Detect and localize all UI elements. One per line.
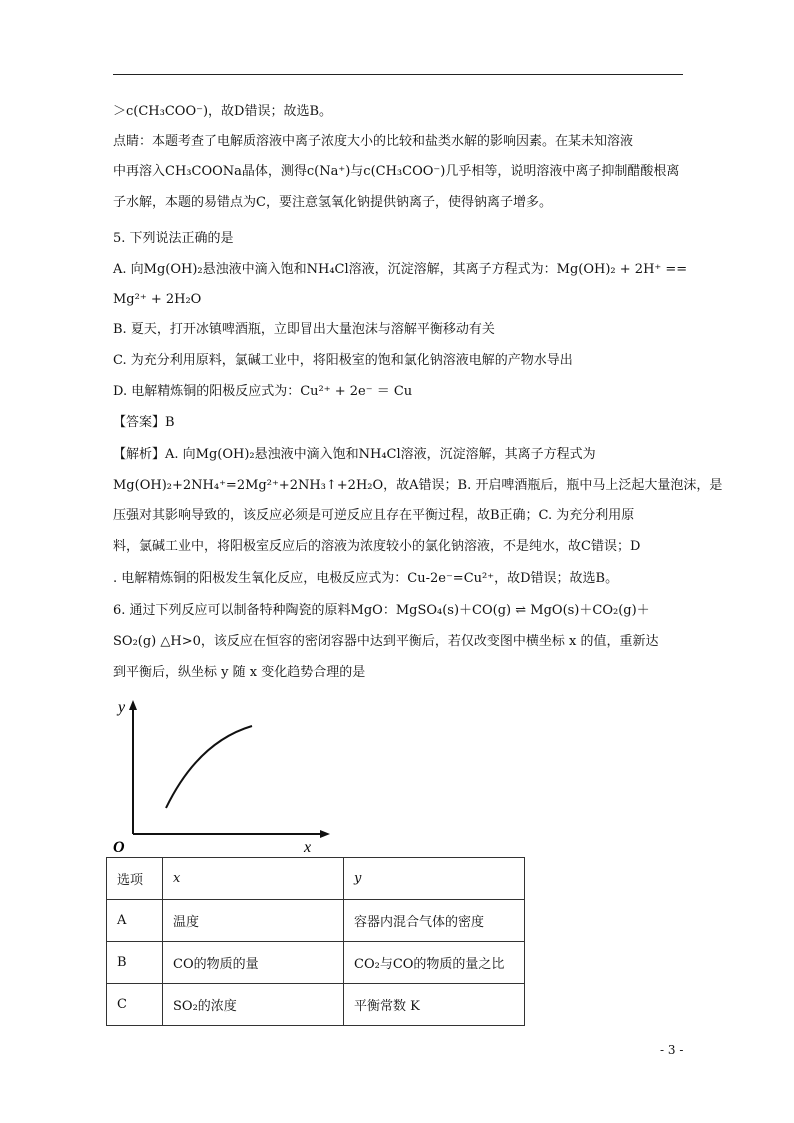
table-cell: CO的物质的量 bbox=[163, 942, 344, 984]
table-cell: A bbox=[107, 900, 163, 942]
text-line: 点睛：本题考查了电解质溶液中离子浓度大小的比较和盐类水解的影响因素。在某未知溶液 bbox=[113, 134, 634, 149]
text-line: 中再溶入CH₃COONa晶体，测得c(Na⁺)与c(CH₃COO⁻)几乎相等，说明溶液中离子抑制醋酸根离 bbox=[113, 164, 680, 179]
text-line: ＞c(CH₃COO⁻)，故D错误；故选B。 bbox=[113, 104, 333, 119]
y-axis-label: y bbox=[118, 699, 126, 716]
options-table bbox=[106, 857, 525, 1026]
page-number: - 3 - bbox=[660, 1043, 684, 1057]
option-b: B. 夏天，打开冰镇啤酒瓶，立即冒出大量泡沫与溶解平衡移动有关 bbox=[113, 322, 495, 337]
table-row bbox=[107, 900, 525, 942]
y-axis-arrow bbox=[129, 700, 137, 710]
option-a: A. 向Mg(OH)₂悬浊液中滴入饱和NH₄Cl溶液，沉淀溶解，其离子方程式为：Mg(OH)₂ + 2H⁺ == bbox=[113, 262, 688, 277]
x-axis-label: x bbox=[304, 839, 312, 854]
question-6-stem: 到平衡后，纵坐标 y 随 x 变化趋势合理的是 bbox=[113, 665, 366, 680]
table-cell: B bbox=[107, 942, 163, 984]
table-row bbox=[107, 942, 525, 984]
question-6-stem: 6. 通过下列反应可以制备特种陶瓷的原料MgO：MgSO₄(s)＋CO(g) ⇌ MgO(s)＋CO₂(g)＋ bbox=[113, 603, 650, 618]
trend-curve bbox=[166, 726, 252, 808]
option-d: D. 电解精炼铜的阳极反应式为：Cu²⁺ + 2e⁻ ＝ Cu bbox=[113, 384, 413, 399]
text-line: 子水解，本题的易错点为C，要注意氢氧化钠提供钠离子，使得钠离子增多。 bbox=[113, 195, 552, 210]
table-cell: CO₂与CO的物质的量之比 bbox=[344, 942, 525, 984]
x-axis-arrow bbox=[320, 830, 330, 838]
table-cell: 平衡常数 K bbox=[344, 984, 525, 1026]
origin-label: O bbox=[113, 839, 125, 854]
table-cell: 容器内混合气体的密度 bbox=[344, 900, 525, 942]
analysis-line: 【解析】A. 向Mg(OH)₂悬浊液中滴入饱和NH₄Cl溶液，沉淀溶解，其离子方程式为 bbox=[113, 447, 596, 462]
analysis-line: Mg(OH)₂+2NH₄⁺=2Mg²⁺+2NH₃↑+2H₂O，故A错误；B. 开启啤酒瓶后，瓶中马上泛起大量泡沫，是 bbox=[113, 478, 723, 493]
analysis-line: 料，氯碱工业中，将阳极室反应后的溶液为浓度较小的氯化钠溶液，不是纯水，故C错误；D bbox=[113, 539, 641, 554]
answer-line: 【答案】B bbox=[113, 415, 175, 430]
analysis-line: . 电解精炼铜的阳极发生氧化反应，电极反应式为：Cu-2e⁻=Cu²⁺，故D错误；故选B。 bbox=[113, 571, 619, 586]
table-cell: 温度 bbox=[163, 900, 344, 942]
analysis-line: 压强对其影响导致的，该反应必须是可逆反应且存在平衡过程，故B正确；C. 为充分利用原 bbox=[113, 508, 635, 523]
question-5-stem: 5. 下列说法正确的是 bbox=[113, 231, 234, 246]
table-cell: C bbox=[107, 984, 163, 1026]
table-cell: SO₂的浓度 bbox=[163, 984, 344, 1026]
trend-graph bbox=[108, 694, 348, 854]
option-a-cont: Mg²⁺ + 2H₂O bbox=[113, 292, 202, 307]
table-header-cell: y bbox=[344, 858, 525, 900]
table-row bbox=[107, 984, 525, 1026]
table-header-cell: x bbox=[163, 858, 344, 900]
table-header-row bbox=[107, 858, 525, 900]
header-rule bbox=[113, 74, 683, 75]
option-c: C. 为充分利用原料，氯碱工业中，将阳极室的饱和氯化钠溶液电解的产物水导出 bbox=[113, 353, 573, 368]
table-header-cell: 选项 bbox=[107, 858, 163, 900]
question-6-stem: SO₂(g) △H>0，该反应在恒容的密闭容器中达到平衡后，若仅改变图中横坐标 x 的值，重新达 bbox=[113, 634, 659, 649]
